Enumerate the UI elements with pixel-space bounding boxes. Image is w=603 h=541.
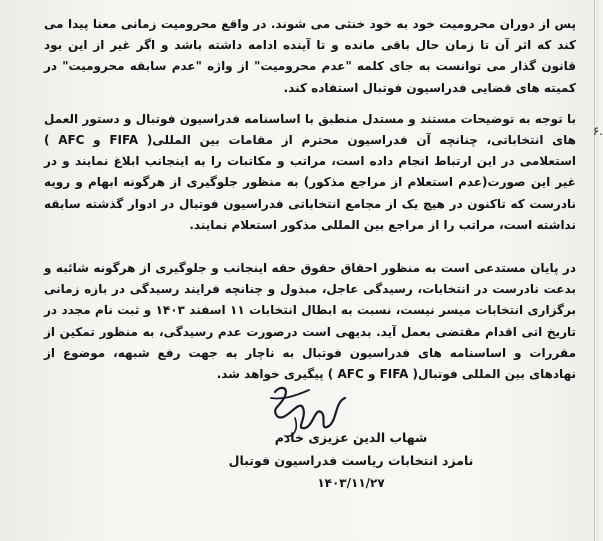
paragraph-1: پس از دوران محرومیت خود به خود خنثی می شوند. در واقع محرومیت زمانی معنا پیدا می کند که اثر آن تا زمان حال باقی مانده و تا آینده ادامه داشته باشد و اگر غیر از این بود قانون گذار می توانست به جای کلمه "عدم محرومیت" از واژه "عدم سابقه محرومیت" در کمیته های قضایی فدراسیون فوتبال استفاده کند. xyxy=(44,17,576,95)
document-body xyxy=(44,14,576,385)
signature-date: ۱۴۰۳/۱۱/۲۷ xyxy=(317,476,385,490)
signature-block xyxy=(211,378,491,528)
paragraph-2: با توجه به توضیحات مستند و مستدل منطبق با اساسنامه فدراسیون فوتبال و دستور العمل های انتخاباتی، چنانچه آن فدراسیون محترم از مقامات بین المللی( FIFA و AFC ) استعلامی در این ارتباط انجام داده است، مراتب و مکاتبات را به اینجانب ابلاغ نمایند و در غیر این صورت(عدم استعلام از مراجع مذکور) به منظور جلوگیری از هرگونه ابهام و رویه نادرست که تاکنون در هیچ یک از مجامع انتخاباتی فدراسیون فوتبال در ادوار گذشته سابقه نداشته است، مراتب را از مراجع بین المللی مذکور استعلام نمایند. xyxy=(44,111,576,232)
page-edge-line xyxy=(594,0,595,541)
paragraph-2-number: ۶. xyxy=(592,124,603,138)
paragraph-3: در پایان مستدعی است به منظور احقاق حقوق حقه اینجانب و جلوگیری از هرگونه شائبه و بدعت نادرست در انتخابات، رسیدگی عاجل، مبذول و چنانچه فرایند رسیدگی در بازه زمانی برگزاری انتخابات میسر نیست، نسبت به ابطال انتخابات ۱۱ اسفند ۱۴۰۳ و ثبت نام مجدد در تاریخ اتی اقدام مقتضی بعمل آید. بدیهی است درصورت عدم رسیدگی، به منظور تمکین از مقررات و اساسنامه های فدراسیون فوتبال به ناچار به جهت رفع شبهه، موضوع از نهادهای بین المللی فوتبال( FIFA و AFC ) پیگیری خواهد شد. xyxy=(44,261,576,382)
signatory-name: شهاب الدین عزیزی خادم xyxy=(274,430,428,445)
signatory-title: نامزد انتخابات ریاست فدراسیون فوتبال xyxy=(228,453,474,468)
